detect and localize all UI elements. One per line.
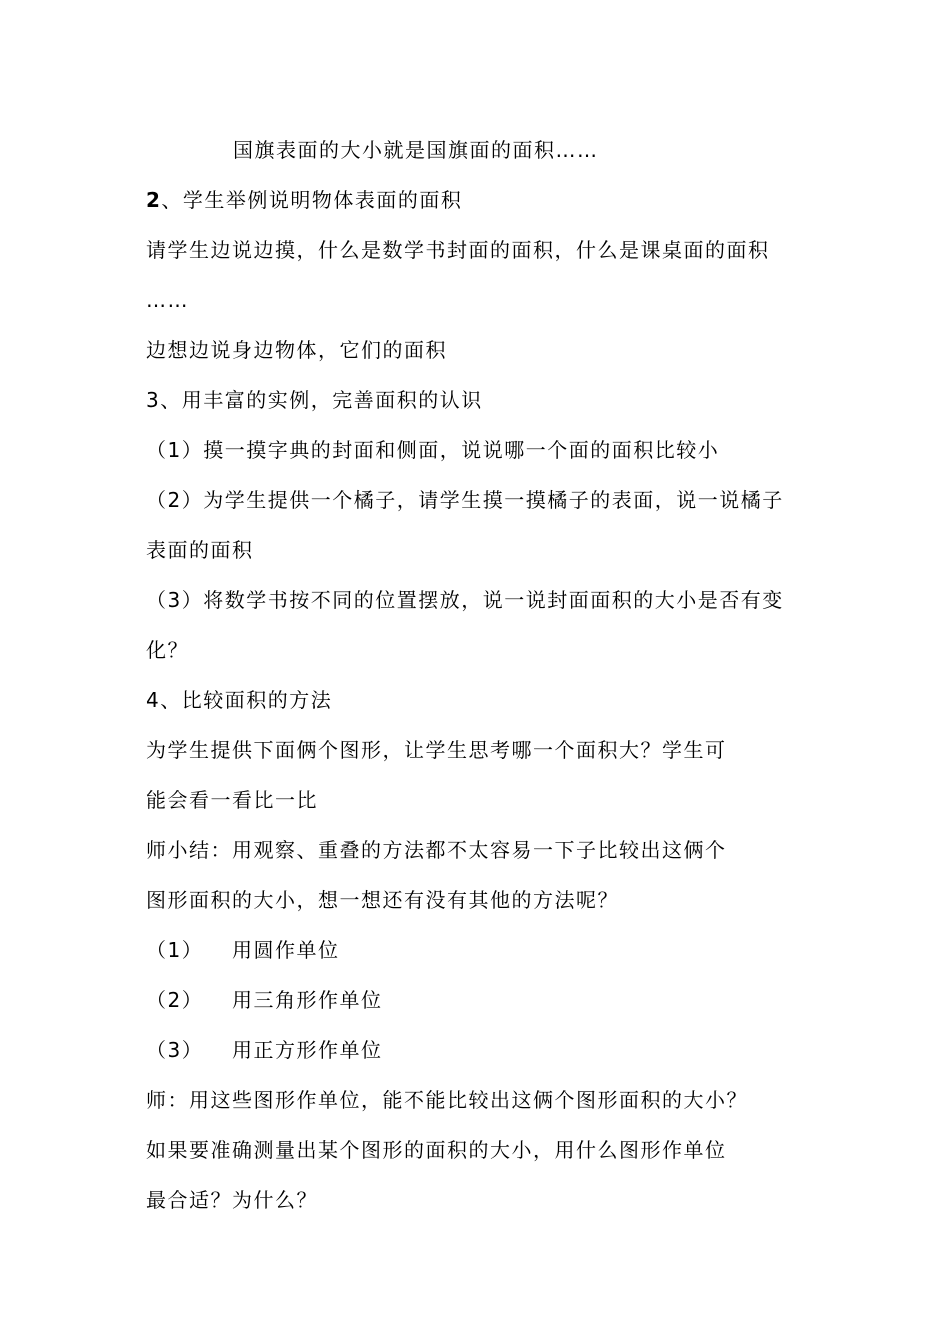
heading-step-3: 3、用丰富的实例，完善面积的认识 bbox=[146, 388, 483, 412]
list-item-circle-unit: （1） 用圆作单位 bbox=[146, 938, 340, 962]
text-line: 师小结：用观察、重叠的方法都不太容易一下子比较出这俩个 bbox=[146, 838, 727, 862]
heading-step-4: 4、比较面积的方法 bbox=[146, 688, 333, 712]
heading-step-2: 2、学生举例说明物体表面的面积 bbox=[146, 188, 463, 212]
text-line: 师：用这些图形作单位，能不能比较出这俩个图形面积的大小？ bbox=[146, 1088, 748, 1112]
text-line: 能会看一看比一比 bbox=[146, 788, 318, 812]
text-line: （1）摸一摸字典的封面和侧面，说说哪一个面的面积比较小 bbox=[146, 438, 720, 462]
text-line: （3）将数学书按不同的位置摆放，说一说封面面积的大小是否有变 bbox=[146, 588, 784, 612]
list-item-triangle-unit: （2） 用三角形作单位 bbox=[146, 988, 383, 1012]
text-line: （2）为学生提供一个橘子，请学生摸一摸橘子的表面，说一说橘子 bbox=[146, 488, 784, 512]
list-item-square-unit: （3） 用正方形作单位 bbox=[146, 1038, 383, 1062]
text-line-flag-area: 国旗表面的大小就是国旗面的面积…… bbox=[233, 138, 599, 162]
text-line: 表面的面积 bbox=[146, 538, 254, 562]
text-line: 为学生提供下面俩个图形，让学生思考哪一个面积大？学生可 bbox=[146, 738, 727, 762]
text-line: 图形面积的大小，想一想还有没有其他的方法呢？ bbox=[146, 888, 619, 912]
text-line: 边想边说身边物体，它们的面积 bbox=[146, 338, 447, 362]
text-line: 化？ bbox=[146, 638, 189, 662]
text-line: 最合适？为什么？ bbox=[146, 1188, 318, 1212]
text-line: …… bbox=[146, 288, 189, 312]
text-line: 如果要准确测量出某个图形的面积的大小，用什么图形作单位 bbox=[146, 1138, 727, 1162]
text-line: 请学生边说边摸，什么是数学书封面的面积，什么是课桌面的面积 bbox=[146, 238, 770, 262]
